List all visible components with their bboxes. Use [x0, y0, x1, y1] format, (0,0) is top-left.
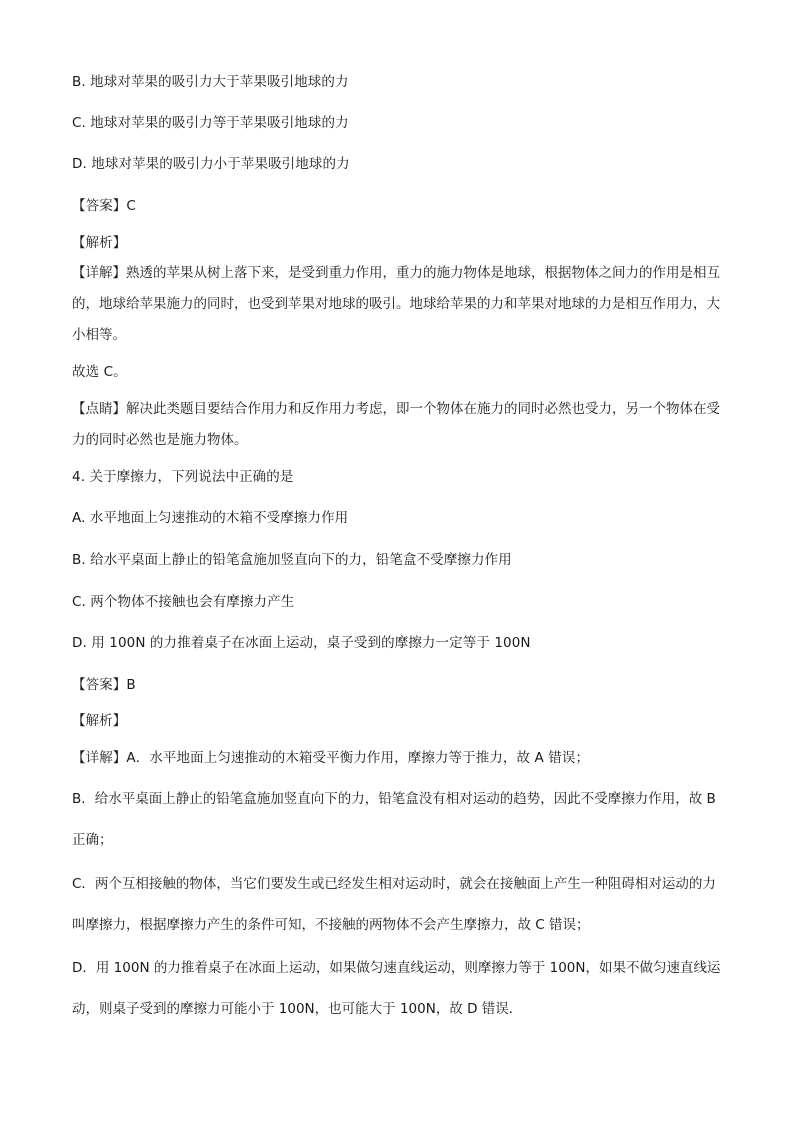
q3-detail-paragraph: 【详解】熟透的苹果从树上落下来，是受到重力作用，重力的施力物体是地球，根据物体之间力的作用是相互的，地球给苹果施力的同时，也受到苹果对地球的吸引。地球给苹果的力和苹果对地球的力是相互作用力，大小相等。 [72, 265, 720, 343]
q4-analysis-heading: 【解析】 [72, 713, 127, 729]
q4-option-a: A. 水平地面上匀速推动的木箱不受摩擦力作用 [72, 510, 349, 526]
q4-option-c: C. 两个物体不接触也会有摩擦力产生 [72, 594, 295, 610]
q4-detail-d-paragraph: D．用 100N 的力推着桌子在冰面上运动，如果做匀速直线运动，则摩擦力等于 100N，如果不做匀速直线运动，则桌子受到的摩擦力可能小于 100N，也可能大于 100N，故 D 错误． [72, 960, 721, 1017]
q3-comment-paragraph: 【点睛】解决此类题目要结合作用力和反作用力考虑，即一个物体在施力的同时必然也受力，另一个物体在受力的同时必然也是施力物体。 [72, 401, 720, 448]
q3-option-c: C. 地球对苹果的吸引力等于苹果吸引地球的力 [72, 115, 349, 131]
q4-stem: 4. 关于摩擦力，下列说法中正确的是 [72, 469, 294, 485]
q3-choice: 故选 C。 [72, 364, 127, 380]
q4-option-b: B. 给水平桌面上静止的铅笔盒施加竖直向下的力，铅笔盒不受摩擦力作用 [72, 552, 512, 568]
q3-option-b: B. 地球对苹果的吸引力大于苹果吸引地球的力 [72, 74, 349, 90]
q3-answer: 【答案】C [72, 198, 136, 214]
q4-answer: 【答案】B [72, 677, 136, 693]
q4-detail-c-paragraph: C．两个互相接触的物体，当它们要发生或已经发生相对运动时，就会在接触面上产生一种阻碍相对运动的力叫摩擦力，根据摩擦力产生的条件可知，不接触的两物体不会产生摩擦力，故 C 错误； [72, 876, 716, 933]
q3-analysis-heading: 【解析】 [72, 235, 127, 251]
q4-option-d: D. 用 100N 的力推着桌子在冰面上运动，桌子受到的摩擦力一定等于 100N [72, 635, 531, 651]
q3-option-d: D. 地球对苹果的吸引力小于苹果吸引地球的力 [72, 156, 350, 172]
q4-detail-a: 【详解】A．水平地面上匀速推动的木箱受平衡力作用，摩擦力等于推力，故 A 错误； [72, 750, 590, 766]
q4-detail-b-paragraph: B．给水平桌面上静止的铅笔盒施加竖直向下的力，铅笔盒没有相对运动的趋势，因此不受摩擦力作用，故 B 正确； [72, 791, 716, 848]
